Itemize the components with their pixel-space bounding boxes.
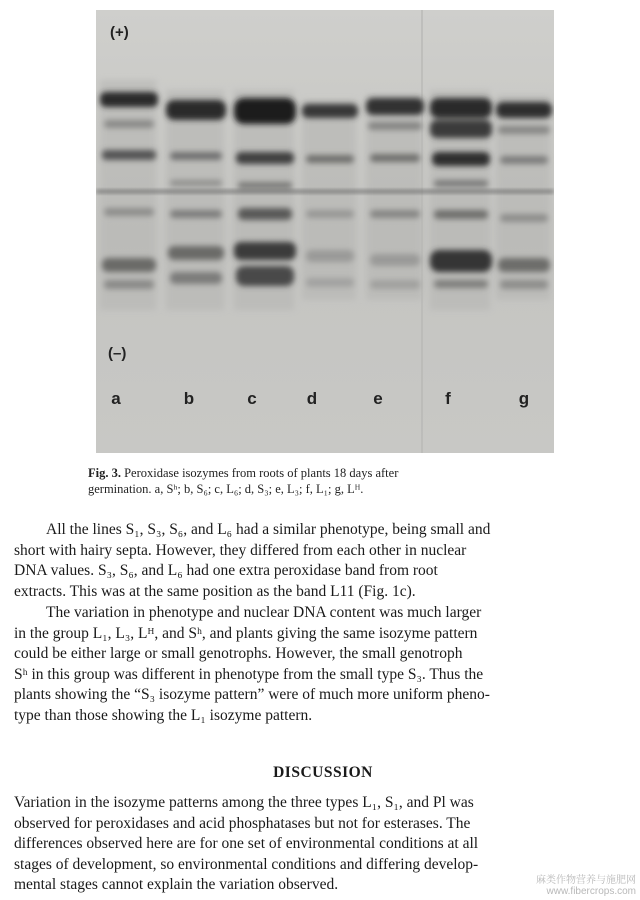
- watermark-line-2: www.fibercrops.com: [546, 886, 636, 897]
- lane-label-e: e: [373, 389, 383, 408]
- lane-label-b: b: [183, 389, 195, 408]
- text-line: observed for peroxidases and acid phosphatases but not for esterases. The: [14, 814, 471, 832]
- text-line: differences observed here are for one set of environmental conditions at all: [14, 835, 479, 852]
- lane-label-g: g: [518, 389, 530, 408]
- text-line: in the group L₁, L₃, Lᴴ, and Sʰ, and plants giving the same isozyme pattern: [14, 624, 478, 642]
- gel-bands-graphic: [96, 10, 554, 453]
- text-line: short with hairy septa. However, they differed from each other in nuclear: [14, 541, 467, 559]
- lane-label-c: c: [247, 389, 257, 408]
- cathode-label: (–): [108, 345, 127, 362]
- paragraph-2: [14, 603, 632, 726]
- text-line: The variation in phenotype and nuclear DNA content was much larger: [46, 604, 482, 621]
- lane-label-a: a: [111, 389, 121, 408]
- text-line: plants showing the “S₃ isozyme pattern” were of much more uniform pheno-: [14, 686, 490, 703]
- text-line: stages of development, so environmental conditions and differing develop-: [14, 855, 479, 873]
- lane-label-d: d: [306, 389, 318, 408]
- text-line: type than those showing the L₁ isozyme pattern.: [14, 706, 313, 724]
- anode-label: (+): [110, 24, 129, 41]
- text-line: All the lines S₁, S₃, S₆, and L₆ had a similar phenotype, being small and: [46, 521, 491, 538]
- text-line: could be either large or small genotrophs. However, the small genotroph: [14, 645, 463, 662]
- electrophoresis-gel-photo: [96, 10, 554, 453]
- caption-line-2: germination. a, Sʰ; b, S₆; c, L₆; d, S₃; e, L₃; f, L₁; g, Lᴴ.: [88, 482, 364, 496]
- text-line: Variation in the isozyme patterns among the three types L₁, S₁, and Pl was: [14, 794, 474, 811]
- text-line: DNA values. S₃, S₆, and L₆ had one extra peroxidase band from root: [14, 562, 438, 579]
- section-heading: DISCUSSION: [273, 764, 373, 781]
- text-line: Sʰ in this group was different in phenotype from the small type S₃. Thus the: [14, 665, 484, 683]
- watermark-line-1: 麻类作物营养与施肥网: [536, 875, 636, 886]
- lane-label-f: f: [445, 389, 451, 408]
- figure-number: Fig. 3.: [88, 466, 121, 480]
- site-watermark: [536, 875, 636, 897]
- paragraph-1: [14, 520, 632, 602]
- text-line: extracts. This was at the same position as the band L11 (Fig. 1c).: [14, 582, 416, 600]
- text-line: mental stages cannot explain the variation observed.: [14, 876, 339, 893]
- figure-caption: [88, 465, 558, 497]
- caption-line-1: Peroxidase isozymes from roots of plants 18 days after: [120, 466, 399, 480]
